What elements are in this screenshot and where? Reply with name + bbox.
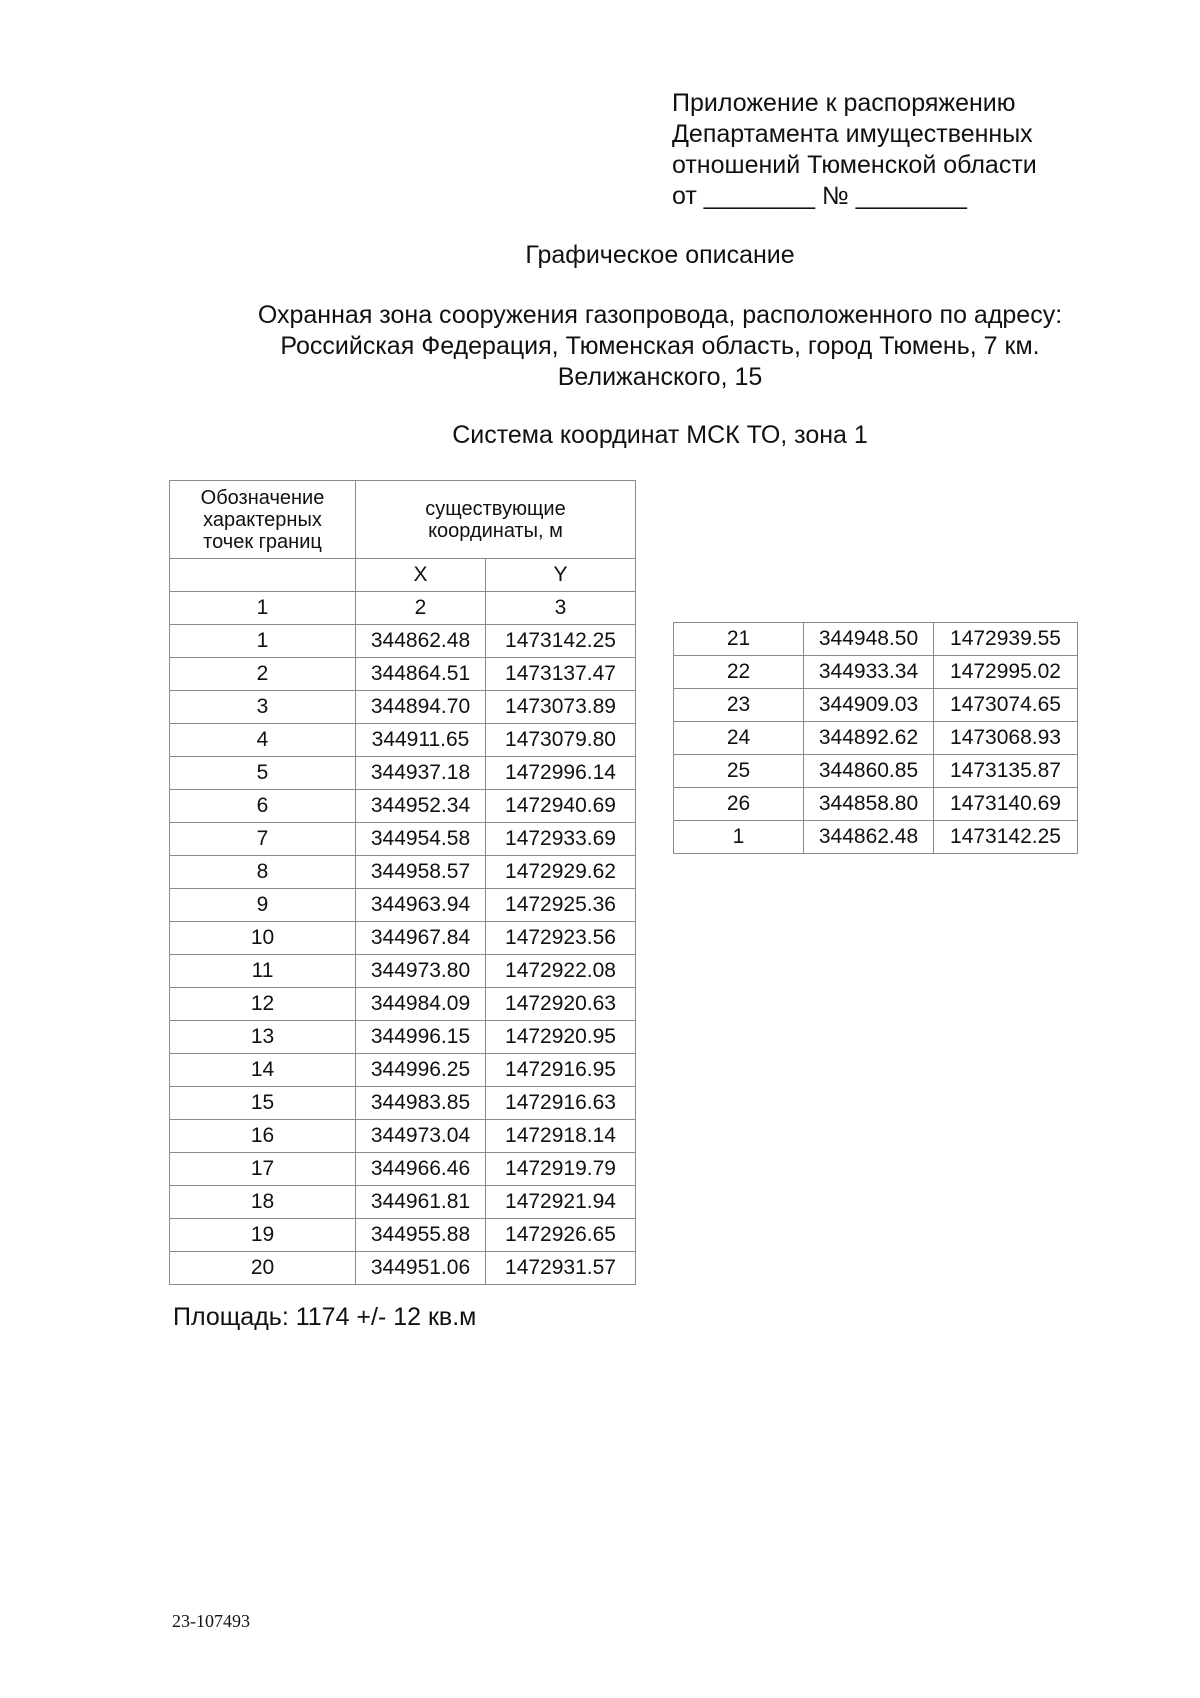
coord-y: 1472995.02 — [934, 656, 1078, 689]
coord-y: 1472921.94 — [486, 1186, 636, 1219]
point-number: 13 — [170, 1021, 356, 1054]
coord-x: 344951.06 — [356, 1252, 486, 1285]
coord-x: 344983.85 — [356, 1087, 486, 1120]
coord-x: 344864.51 — [356, 658, 486, 691]
appendix-header — [672, 88, 1037, 212]
table-row — [674, 821, 1078, 854]
point-number: 11 — [170, 955, 356, 988]
coord-x: 344996.15 — [356, 1021, 486, 1054]
point-number: 9 — [170, 889, 356, 922]
table-row — [170, 922, 636, 955]
point-number: 1 — [674, 821, 804, 854]
table-row — [674, 722, 1078, 755]
coordinates-table-right — [673, 622, 1078, 854]
table-row — [170, 757, 636, 790]
table-row — [170, 1219, 636, 1252]
coord-y: 1472916.95 — [486, 1054, 636, 1087]
point-number: 24 — [674, 722, 804, 755]
point-number: 14 — [170, 1054, 356, 1087]
header-y: Y — [486, 559, 636, 592]
point-number: 20 — [170, 1252, 356, 1285]
coord-x: 344973.80 — [356, 955, 486, 988]
point-number: 15 — [170, 1087, 356, 1120]
coordinate-system: Система координат МСК ТО, зона 1 — [452, 421, 868, 449]
coord-x: 344858.80 — [804, 788, 934, 821]
coord-y: 1472920.63 — [486, 988, 636, 1021]
appendix-line: отношений Тюменской области — [672, 151, 1037, 179]
coord-x: 344966.46 — [356, 1153, 486, 1186]
table-axis-row — [170, 559, 636, 592]
coord-y: 1472925.36 — [486, 889, 636, 922]
coord-y: 1473079.80 — [486, 724, 636, 757]
zone-line: Российская Федерация, Тюменская область, город Тюмень, 7 км. — [280, 332, 1040, 360]
header-text: Обозначение — [200, 486, 325, 509]
coord-y: 1472926.65 — [486, 1219, 636, 1252]
coord-y: 1472923.56 — [486, 922, 636, 955]
appendix-date-number-line: от ________ № ________ — [672, 182, 967, 210]
coord-x: 344933.34 — [804, 656, 934, 689]
table-row — [170, 1153, 636, 1186]
coord-y: 1472940.69 — [486, 790, 636, 823]
coord-x: 344892.62 — [804, 722, 934, 755]
coord-y: 1473137.47 — [486, 658, 636, 691]
table-row — [170, 955, 636, 988]
coord-x: 344860.85 — [804, 755, 934, 788]
coord-y: 1472933.69 — [486, 823, 636, 856]
coord-x: 344955.88 — [356, 1219, 486, 1252]
point-number: 17 — [170, 1153, 356, 1186]
coord-y: 1472919.79 — [486, 1153, 636, 1186]
header-existing-coordinates — [356, 481, 636, 559]
empty-cell — [170, 559, 356, 592]
coord-x: 344894.70 — [356, 691, 486, 724]
coord-y: 1472929.62 — [486, 856, 636, 889]
table-row — [170, 691, 636, 724]
table-row — [170, 889, 636, 922]
table-row — [674, 788, 1078, 821]
coord-x: 344909.03 — [804, 689, 934, 722]
coord-y: 1473142.25 — [486, 625, 636, 658]
coord-y: 1472920.95 — [486, 1021, 636, 1054]
table-row — [170, 1186, 636, 1219]
coord-x: 344954.58 — [356, 823, 486, 856]
coord-x: 344862.48 — [356, 625, 486, 658]
table-row — [674, 755, 1078, 788]
coord-x: 344963.94 — [356, 889, 486, 922]
coord-y: 1472922.08 — [486, 955, 636, 988]
zone-line: Охранная зона сооружения газопровода, расположенного по адресу: — [257, 301, 1063, 329]
coord-y: 1472939.55 — [934, 623, 1078, 656]
coord-x: 344958.57 — [356, 856, 486, 889]
header-x: X — [356, 559, 486, 592]
coord-y: 1472996.14 — [486, 757, 636, 790]
coord-y: 1473142.25 — [934, 821, 1078, 854]
coord-x: 344952.34 — [356, 790, 486, 823]
coord-x: 344948.50 — [804, 623, 934, 656]
zone-line: Велижанского, 15 — [557, 363, 763, 391]
header-text: точек границ — [203, 530, 322, 553]
appendix-line: Департамента имущественных — [672, 120, 1033, 148]
coord-y: 1472931.57 — [486, 1252, 636, 1285]
point-number: 19 — [170, 1219, 356, 1252]
coord-x: 344984.09 — [356, 988, 486, 1021]
point-number: 25 — [674, 755, 804, 788]
point-number: 1 — [170, 625, 356, 658]
table-row — [170, 823, 636, 856]
table-row — [674, 689, 1078, 722]
header-text: характерных — [203, 508, 322, 531]
table-row — [170, 790, 636, 823]
point-number: 8 — [170, 856, 356, 889]
document-title: Графическое описание — [525, 241, 795, 269]
table-row — [170, 1252, 636, 1285]
table-row — [170, 988, 636, 1021]
table-row — [170, 625, 636, 658]
point-number: 23 — [674, 689, 804, 722]
coord-y: 1473073.89 — [486, 691, 636, 724]
table-row — [170, 1120, 636, 1153]
table-row — [674, 623, 1078, 656]
coord-x: 344911.65 — [356, 724, 486, 757]
table-column-number-row — [170, 592, 636, 625]
coord-x: 344862.48 — [804, 821, 934, 854]
coord-x: 344996.25 — [356, 1054, 486, 1087]
header-point-designation — [170, 481, 356, 559]
point-number: 16 — [170, 1120, 356, 1153]
coord-y: 1473140.69 — [934, 788, 1078, 821]
table-row — [170, 856, 636, 889]
coord-y: 1472916.63 — [486, 1087, 636, 1120]
table-row — [170, 1021, 636, 1054]
point-number: 12 — [170, 988, 356, 1021]
area-value: Площадь: 1174 +/- 12 кв.м — [173, 1303, 477, 1331]
coord-x: 344967.84 — [356, 922, 486, 955]
point-number: 26 — [674, 788, 804, 821]
table-row — [170, 1054, 636, 1087]
table-header-row — [170, 481, 636, 559]
point-number: 3 — [170, 691, 356, 724]
point-number: 18 — [170, 1186, 356, 1219]
table-row — [170, 1087, 636, 1120]
column-number: 3 — [486, 592, 636, 625]
point-number: 10 — [170, 922, 356, 955]
point-number: 22 — [674, 656, 804, 689]
point-number: 7 — [170, 823, 356, 856]
header-text: координаты, м — [428, 519, 563, 542]
point-number: 2 — [170, 658, 356, 691]
point-number: 5 — [170, 757, 356, 790]
table-row — [170, 724, 636, 757]
point-number: 21 — [674, 623, 804, 656]
column-number: 1 — [170, 592, 356, 625]
header-text: существующие — [425, 497, 566, 520]
point-number: 4 — [170, 724, 356, 757]
table-row — [170, 658, 636, 691]
zone-description — [0, 300, 1200, 393]
coord-y: 1473068.93 — [934, 722, 1078, 755]
coord-x: 344961.81 — [356, 1186, 486, 1219]
point-number: 6 — [170, 790, 356, 823]
coord-y: 1473135.87 — [934, 755, 1078, 788]
coord-y: 1473074.65 — [934, 689, 1078, 722]
coord-x: 344937.18 — [356, 757, 486, 790]
column-number: 2 — [356, 592, 486, 625]
document-number: 23-107493 — [172, 1611, 250, 1631]
appendix-line: Приложение к распоряжению — [672, 89, 1016, 117]
coordinates-table-left — [169, 480, 636, 1285]
coord-y: 1472918.14 — [486, 1120, 636, 1153]
coord-x: 344973.04 — [356, 1120, 486, 1153]
table-row — [674, 656, 1078, 689]
